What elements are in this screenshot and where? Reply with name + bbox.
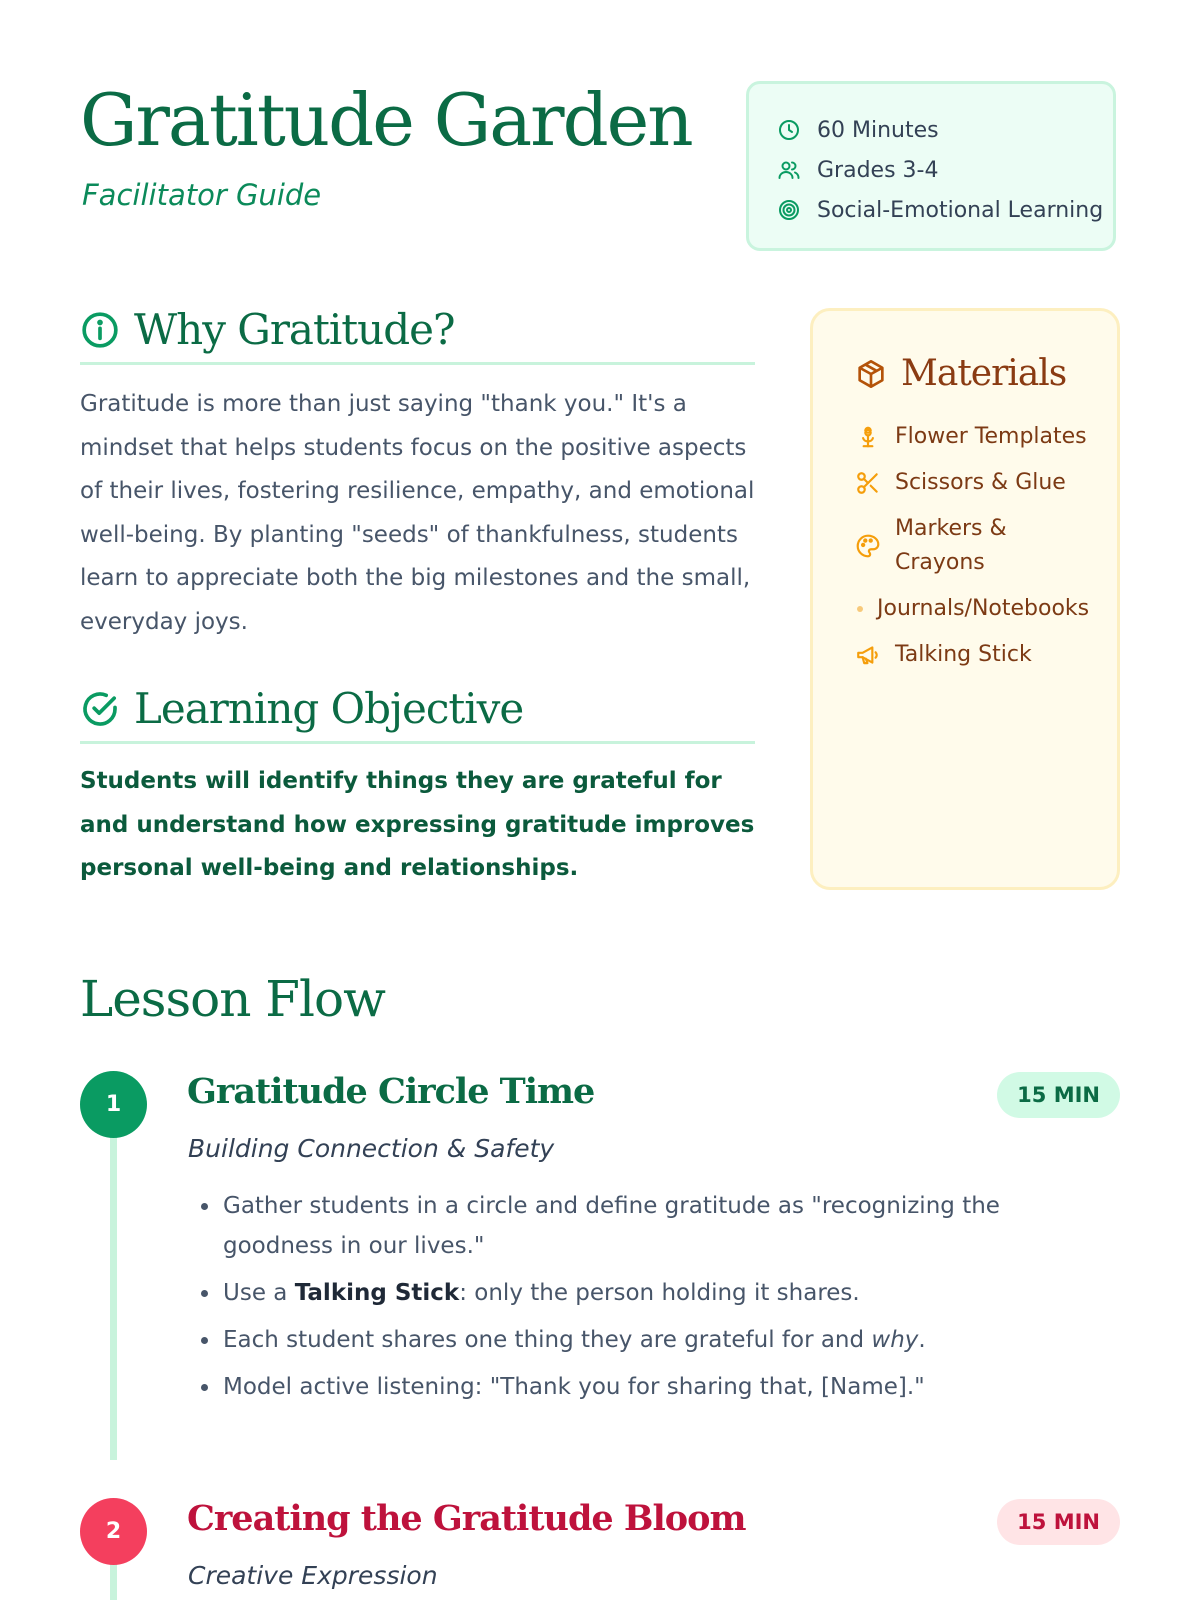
bullet-text: .: [918, 1327, 926, 1353]
clock-icon: [777, 118, 801, 142]
package-icon: [855, 358, 887, 390]
materials-item-label: Scissors & Glue: [895, 470, 1066, 495]
megaphone-icon: [855, 642, 881, 668]
scissors-icon: [855, 470, 881, 496]
bullet-text: Each student shares one thing they are grateful for and: [223, 1327, 872, 1353]
dot-icon: [857, 606, 863, 612]
objective-section-header: [80, 684, 755, 744]
step-number-badge: 1: [80, 1071, 147, 1138]
materials-item-label: Markers & Crayons: [895, 516, 1007, 575]
materials-item: [855, 592, 1097, 626]
info-duration: [777, 110, 1113, 150]
bullet-item: [221, 1320, 1101, 1360]
check-circle-icon: [80, 689, 120, 729]
lesson-info-card: [746, 81, 1116, 251]
materials-item: [855, 466, 1097, 500]
duration-badge: 15 MIN: [997, 1499, 1120, 1545]
palette-icon: [855, 533, 881, 559]
step-subtitle: Creative Expression: [188, 1561, 438, 1590]
step-subtitle: Building Connection & Safety: [188, 1134, 555, 1163]
timeline-line: [110, 1110, 117, 1460]
step-title: Creating the Gratitude Bloom: [187, 1498, 746, 1539]
page-subtitle: Facilitator Guide: [82, 178, 322, 212]
bullet-emphasis-text: why: [871, 1327, 919, 1353]
info-duration-text: 60 Minutes: [817, 117, 939, 143]
materials-item: [855, 512, 1097, 580]
timeline-line: [110, 1560, 117, 1600]
why-heading: Why Gratitude?: [134, 305, 455, 354]
page-title: Gratitude Garden: [80, 78, 692, 162]
step-bullet-list: [190, 1186, 1101, 1414]
bullet-item: • Gather students in a circle and define gratitude as "recognizing the goodness in our lives.": [221, 1186, 1101, 1266]
info-grades: [777, 150, 1113, 190]
materials-header: [855, 353, 1097, 394]
materials-item: [855, 638, 1097, 672]
materials-item-label: Talking Stick: [895, 642, 1032, 667]
bullet-text: : only the person holding it shares.: [459, 1280, 860, 1306]
why-section-header: [80, 305, 755, 365]
objective-heading: Learning Objective: [134, 684, 524, 733]
materials-item-label: Journals/Notebooks: [877, 596, 1090, 621]
info-circle-icon: [80, 310, 120, 350]
info-grades-text: Grades 3-4: [817, 157, 939, 183]
materials-item-label: Flower Templates: [895, 424, 1087, 449]
lesson-flow-title: Lesson Flow: [80, 970, 385, 1028]
objective-body: Students will identify things they are grateful for and understand how expressing gratitude improves personal well-being and relationships.: [80, 768, 755, 881]
bullet-text: Use a: [223, 1280, 295, 1306]
bullet-item: [221, 1273, 1101, 1313]
materials-heading: Materials: [901, 353, 1067, 394]
flower-icon: [855, 424, 881, 450]
target-icon: [777, 198, 801, 222]
info-subject: [777, 190, 1113, 230]
users-icon: [777, 158, 801, 182]
materials-list: [855, 420, 1097, 672]
bullet-item: • Model active listening: "Thank you for sharing that, [Name].": [221, 1367, 1101, 1407]
bullet-bold-text: Talking Stick: [294, 1280, 460, 1306]
step-title: Gratitude Circle Time: [187, 1071, 595, 1112]
materials-card: [810, 308, 1120, 890]
step-number-badge: 2: [80, 1498, 147, 1565]
info-subject-text: Social-Emotional Learning: [817, 197, 1104, 223]
duration-badge: 15 MIN: [997, 1072, 1120, 1118]
why-body: Gratitude is more than just saying "thank you." It's a mindset that helps students focus on the positive aspects of their lives, fostering resilience, empathy, and emotional well-being. By planting "seeds" of thankfulness, students learn to appreciate both the big milestones and the small, everyday joys.: [80, 391, 755, 635]
materials-item: [855, 420, 1097, 454]
